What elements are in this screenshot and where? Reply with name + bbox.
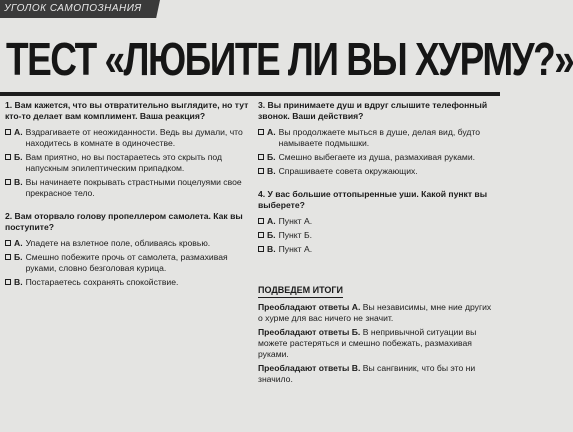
result-a bbox=[258, 302, 496, 324]
option-text: Вам приятно, но вы постараетесь это скрыть под напускным эпилептическим припадком. bbox=[25, 152, 223, 173]
option-1a[interactable] bbox=[5, 127, 249, 149]
option-text: Упадете на взлетное поле, обливаясь кровью. bbox=[25, 238, 211, 248]
result-lead: Преобладают ответы А. bbox=[258, 302, 361, 312]
result-text: Вы независимы, мне ние других о хурме для вас ничего не значит. bbox=[258, 302, 492, 323]
option-4c[interactable] bbox=[258, 244, 496, 255]
page-title: ТЕСТ «ЛЮБИТЕ ЛИ ВЫ ХУРМУ?» bbox=[6, 33, 573, 85]
option-letter: Б. bbox=[267, 152, 276, 162]
option-letter: А. bbox=[14, 127, 23, 137]
checkbox-icon[interactable] bbox=[5, 254, 11, 260]
option-3b[interactable] bbox=[258, 152, 496, 163]
option-letter: А. bbox=[14, 238, 23, 248]
result-c bbox=[258, 363, 496, 385]
option-letter: Б. bbox=[14, 152, 23, 162]
option-letter: В. bbox=[267, 166, 276, 176]
option-3a[interactable] bbox=[258, 127, 496, 149]
right-column bbox=[258, 100, 496, 388]
option-4a[interactable] bbox=[258, 216, 496, 227]
checkbox-icon[interactable] bbox=[5, 279, 11, 285]
checkbox-icon[interactable] bbox=[5, 154, 11, 160]
question-2-options bbox=[5, 238, 249, 288]
option-2a[interactable] bbox=[5, 238, 249, 249]
option-3c[interactable] bbox=[258, 166, 496, 177]
option-letter: А. bbox=[267, 216, 276, 226]
checkbox-icon[interactable] bbox=[258, 246, 264, 252]
result-text: В непривычной ситуации вы можете растеряться и смешно побежать, размахивая руками. bbox=[258, 327, 477, 359]
question-1: 1. Вам кажется, что вы отвратительно выглядите, но тут кто-то делает вам комплимент. Ваша реакция? bbox=[5, 100, 249, 121]
option-text: Вы начинаете покрывать страстными поцелуями свое прекрасное тело. bbox=[25, 177, 242, 198]
option-text: Смешно побежите прочь от самолета, размахивая руками, словно безголовая курица. bbox=[25, 252, 228, 273]
result-text: Вы сангвиник, что бы это ни значило. bbox=[258, 363, 476, 384]
question-1-options bbox=[5, 127, 249, 199]
checkbox-icon[interactable] bbox=[258, 129, 264, 135]
option-2c[interactable] bbox=[5, 277, 249, 288]
question-2: 2. Вам оторвало голову пропеллером самолета. Как вы поступите? bbox=[5, 211, 243, 232]
option-text: Пункт Б. bbox=[278, 230, 313, 240]
section-rubric bbox=[0, 0, 160, 18]
question-4-options bbox=[258, 216, 496, 255]
option-1b[interactable] bbox=[5, 152, 249, 174]
option-letter: В. bbox=[267, 244, 276, 254]
title-divider bbox=[0, 92, 500, 96]
checkbox-icon[interactable] bbox=[258, 168, 264, 174]
option-text: Смешно выбегаете из душа, размахивая руками. bbox=[278, 152, 476, 162]
checkbox-icon[interactable] bbox=[258, 218, 264, 224]
option-text: Спрашиваете совета окружающих. bbox=[278, 166, 418, 176]
option-4b[interactable] bbox=[258, 230, 496, 241]
checkbox-icon[interactable] bbox=[258, 154, 264, 160]
option-text: Пункт А. bbox=[278, 216, 313, 226]
left-column bbox=[5, 100, 249, 300]
option-letter: В. bbox=[14, 277, 23, 287]
option-text: Пункт А. bbox=[278, 244, 313, 254]
summary-heading: ПОДВЕДЕМ ИТОГИ bbox=[258, 285, 343, 298]
option-1c[interactable] bbox=[5, 177, 249, 199]
result-b bbox=[258, 327, 496, 360]
checkbox-icon[interactable] bbox=[5, 179, 11, 185]
option-text: Постараетесь сохранять спокойствие. bbox=[25, 277, 179, 287]
checkbox-icon[interactable] bbox=[5, 240, 11, 246]
option-text: Вы продолжаете мыться в душе, делая вид, будто намываете подмышки. bbox=[278, 127, 480, 148]
checkbox-icon[interactable] bbox=[258, 232, 264, 238]
result-lead: Преобладают ответы В. bbox=[258, 363, 361, 373]
question-4: 4. У вас большие оттопыренные уши. Какой пункт вы выберете? bbox=[258, 189, 488, 210]
option-text: Вздрагиваете от неожиданности. Ведь вы думали, что находитесь в комнате в одиночестве. bbox=[25, 127, 243, 148]
question-3: 3. Вы принимаете душ и вдруг слышите телефонный звонок. Ваши действия? bbox=[258, 100, 488, 121]
rubric-label: УГОЛОК САМОПОЗНАНИЯ bbox=[4, 3, 142, 14]
checkbox-icon[interactable] bbox=[5, 129, 11, 135]
option-2b[interactable] bbox=[5, 252, 249, 274]
option-letter: А. bbox=[267, 127, 276, 137]
question-3-options bbox=[258, 127, 496, 177]
option-letter: Б. bbox=[267, 230, 276, 240]
option-letter: В. bbox=[14, 177, 23, 187]
option-letter: Б. bbox=[14, 252, 23, 262]
result-lead: Преобладают ответы Б. bbox=[258, 327, 361, 337]
